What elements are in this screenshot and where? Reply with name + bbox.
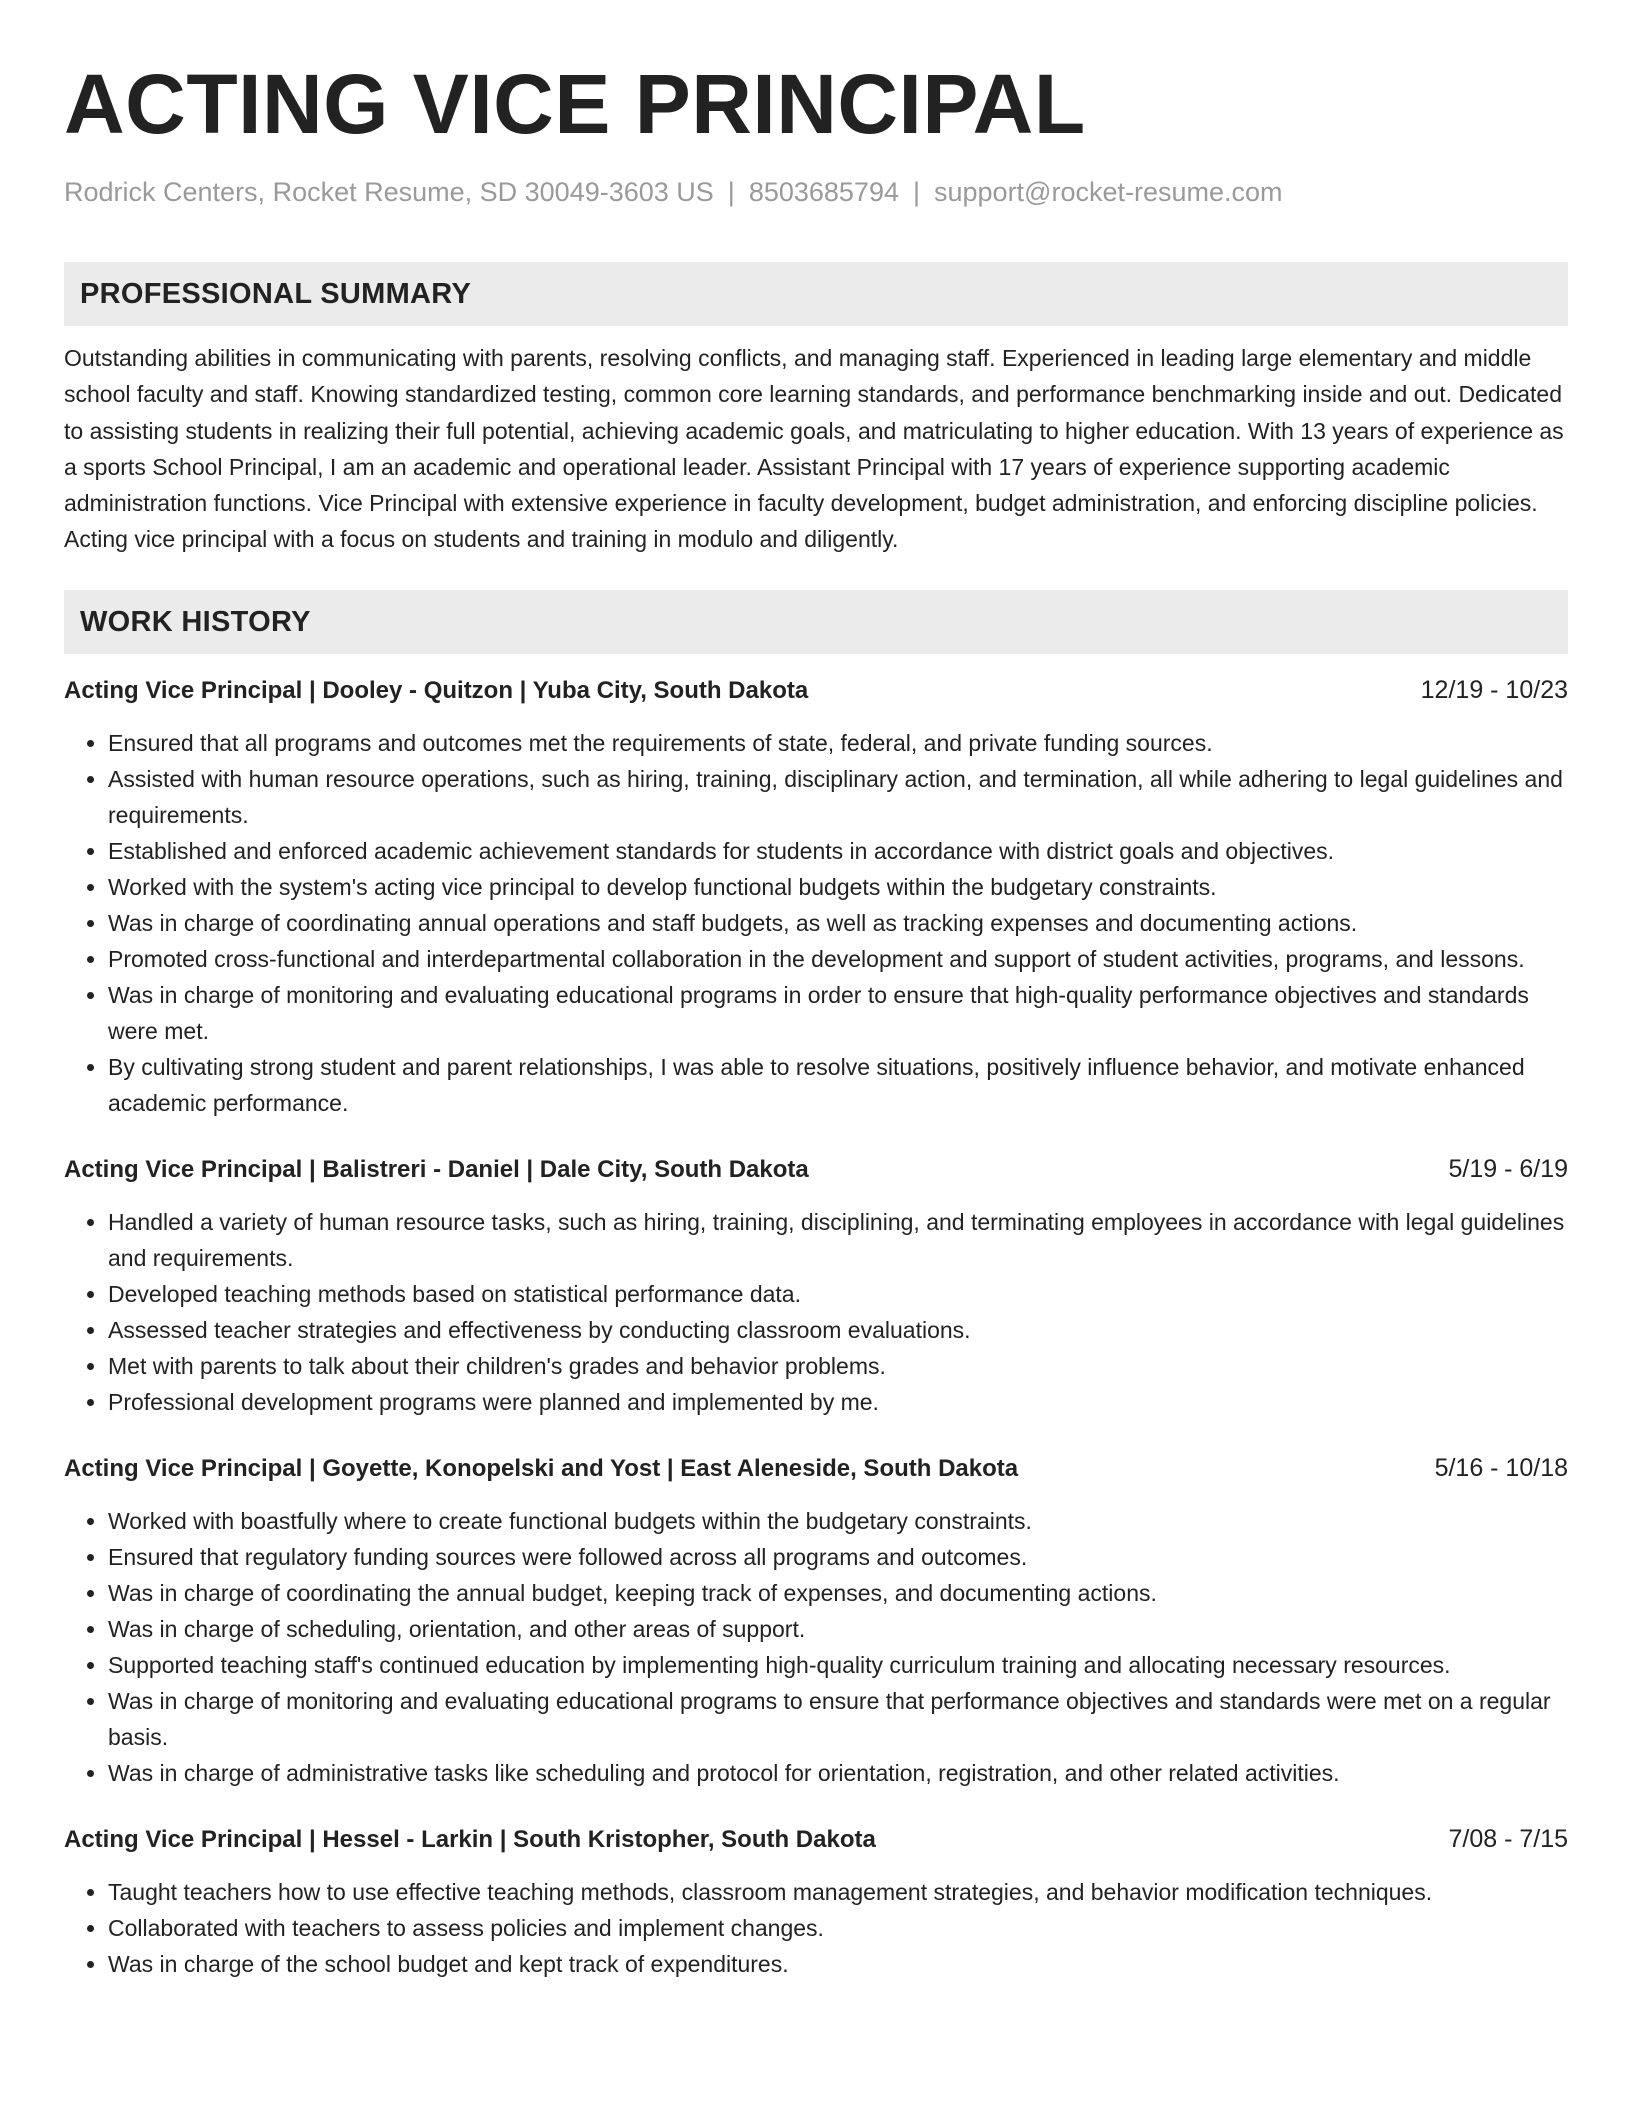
job-bullet: • Was in charge of monitoring and evaluating educational programs in order to ensure that high-quality performance objectives and standards were met. [108,977,1568,1049]
job-bullet: • Promoted cross-functional and interdepartmental collaboration in the development and support of student activities, programs, and lessons. [108,941,1568,977]
job-bullet: • Developed teaching methods based on statistical performance data. [108,1276,1568,1312]
job-bullet: • Assessed teacher strategies and effectiveness by conducting classroom evaluations. [108,1312,1568,1348]
job-bullet: • Met with parents to talk about their children's grades and behavior problems. [108,1348,1568,1384]
job-bullet: • Worked with the system's acting vice principal to develop functional budgets within the budgetary constraints. [108,869,1568,905]
job-bullets [64,1874,1568,1982]
job-bullet: • Taught teachers how to use effective teaching methods, classroom management strategies, and behavior modification techniques. [108,1874,1568,1910]
job-bullet: • Collaborated with teachers to assess policies and implement changes. [108,1910,1568,1946]
job-title: Acting Vice Principal | Dooley - Quitzon | Yuba City, South Dakota [64,676,809,704]
job-bullet: • Ensured that regulatory funding sources were followed across all programs and outcomes. [108,1539,1568,1575]
job-entry [64,1151,1568,1420]
job-title: Acting Vice Principal | Goyette, Konopelski and Yost | East Aleneside, South Dakota [64,1454,1019,1482]
job-dates: 5/19 - 6/19 [1448,1154,1568,1183]
job-bullet: • Professional development programs were planned and implemented by me. [108,1384,1568,1420]
job-bullet: • Handled a variety of human resource tasks, such as hiring, training, disciplining, and terminating employees in accordance with legal guidelines and requirements. [108,1204,1568,1276]
job-bullet: • By cultivating strong student and parent relationships, I was able to resolve situations, positively influence behavior, and motivate enhanced academic performance. [108,1049,1568,1121]
work-history-heading: WORK HISTORY [64,590,1568,654]
job-bullet: • Was in charge of administrative tasks like scheduling and protocol for orientation, registration, and other related activities. [108,1755,1568,1791]
resume-page [64,56,1568,1982]
job-bullet: • Worked with boastfully where to create functional budgets within the budgetary constraints. [108,1503,1568,1539]
job-title: Acting Vice Principal | Hessel - Larkin | South Kristopher, South Dakota [64,1825,876,1853]
contact-phone: 8503685794 [748,177,899,207]
contact-separator: | [727,177,735,207]
job-bullet: • Was in charge of the school budget and kept track of expenditures. [108,1946,1568,1982]
job-bullet: • Assisted with human resource operations, such as hiring, training, disciplinary action, and termination, all while adhering to legal guidelines and requirements. [108,761,1568,833]
job-header [64,1151,1568,1188]
job-header [64,1821,1568,1858]
job-dates: 7/08 - 7/15 [1448,1824,1568,1853]
job-entry [64,1450,1568,1791]
job-bullet: • Was in charge of coordinating the annual budget, keeping track of expenses, and documenting actions. [108,1575,1568,1611]
contact-address: Rodrick Centers, Rocket Resume, SD 30049-3603 US [64,177,714,207]
job-bullets [64,1204,1568,1420]
work-history-list [64,672,1568,1982]
contact-separator: | [912,177,920,207]
job-header [64,672,1568,709]
contact-email: support@rocket-resume.com [934,177,1283,207]
job-bullet: • Established and enforced academic achievement standards for students in accordance with district goals and objectives. [108,833,1568,869]
job-bullet: • Was in charge of scheduling, orientation, and other areas of support. [108,1611,1568,1647]
summary-heading: PROFESSIONAL SUMMARY [64,262,1568,326]
job-dates: 12/19 - 10/23 [1420,675,1568,704]
job-entry [64,1821,1568,1982]
job-bullet: • Was in charge of monitoring and evaluating educational programs to ensure that performance objectives and standards were met on a regular basis. [108,1683,1568,1755]
summary-text: Outstanding abilities in communicating with parents, resolving conflicts, and managing staff. Experienced in leading large elementary and middle school faculty and staff. Knowing standardized testing, common core learning standards, and performance benchmarking inside and out. Dedicated to assisting students in realizing their full potential, achieving academic goals, and matriculating to higher education. With 13 years of experience as a sports School Principal, I am an academic and operational leader. Assistant Principal with 17 years of experience supporting academic administration functions. Vice Principal with extensive experience in faculty development, budget administration, and enforcing discipline policies. Acting vice principal with a focus on students and training in modulo and diligently. [64,345,1564,553]
job-entry [64,672,1568,1121]
resume-title: ACTING VICE PRINCIPAL [64,57,1086,151]
job-bullet: • Supported teaching staff's continued education by implementing high-quality curriculum training and allocating necessary resources. [108,1647,1568,1683]
job-title: Acting Vice Principal | Balistreri - Daniel | Dale City, South Dakota [64,1155,809,1183]
job-bullets [64,1503,1568,1791]
job-bullet: • Was in charge of coordinating annual operations and staff budgets, as well as tracking expenses and documenting actions. [108,905,1568,941]
job-bullet: • Ensured that all programs and outcomes met the requirements of state, federal, and private funding sources. [108,725,1568,761]
contact-line [64,174,1568,210]
job-bullets [64,725,1568,1121]
job-header [64,1450,1568,1487]
job-dates: 5/16 - 10/18 [1434,1453,1568,1482]
